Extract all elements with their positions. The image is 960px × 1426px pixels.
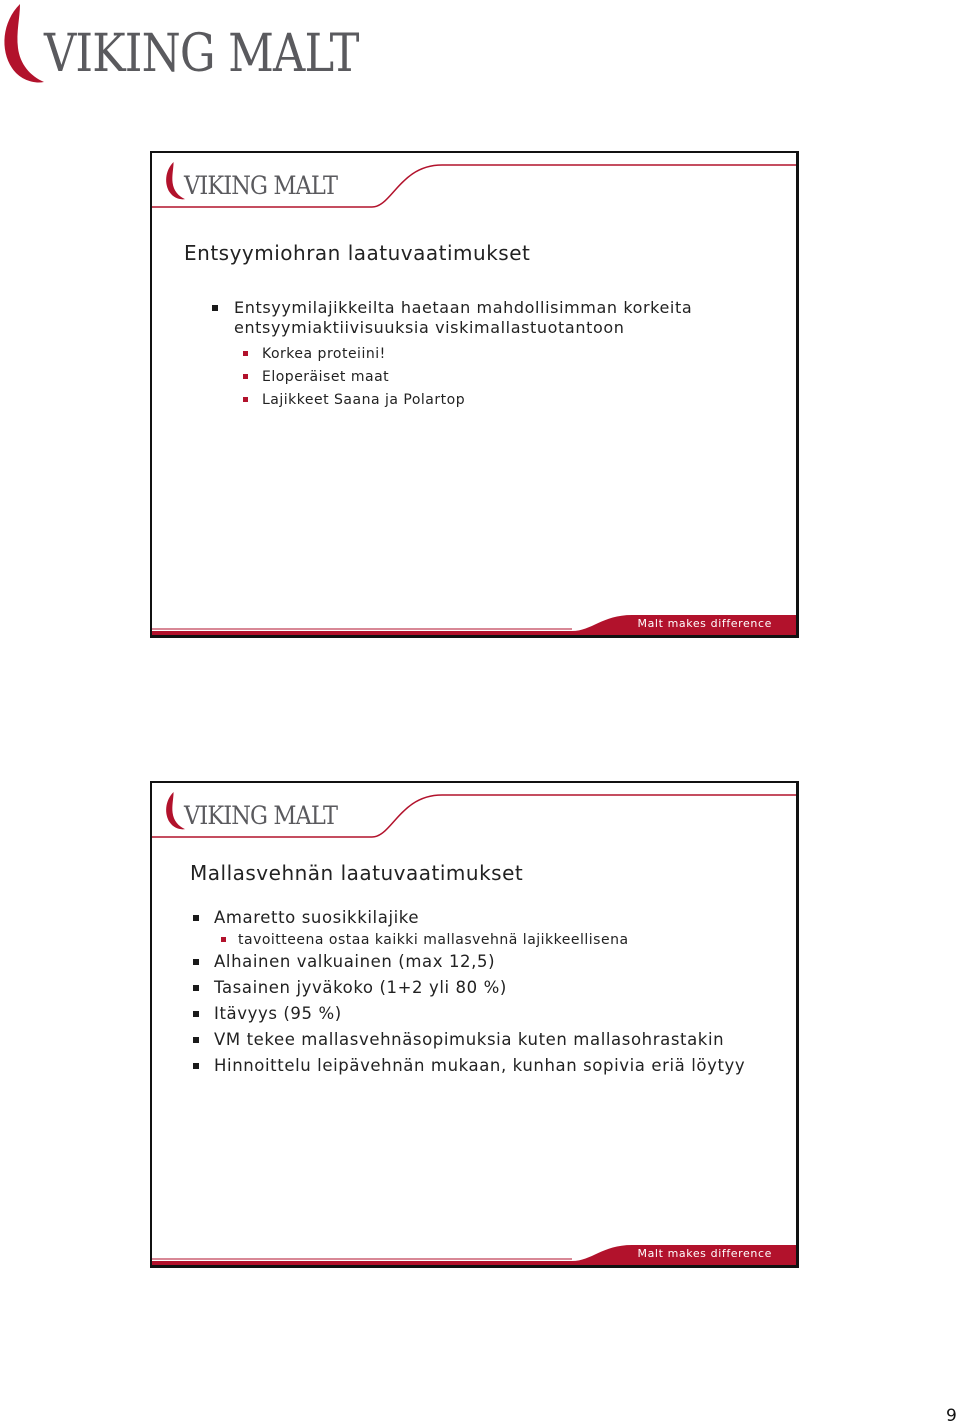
sub-bullet-item xyxy=(218,931,780,949)
bullet-marker xyxy=(212,305,218,311)
sub-bullet-marker xyxy=(221,937,226,942)
slide-brand-name: VIKING MALT xyxy=(184,801,338,830)
slide-1 xyxy=(150,151,799,638)
slide-title: Entsyymiohran laatuvaatimukset xyxy=(184,241,531,265)
sub-bullet-text: Korkea proteiini! xyxy=(262,346,386,362)
sub-bullet-text: Lajikkeet Saana ja Polartop xyxy=(262,392,466,408)
bullet-marker xyxy=(193,915,199,921)
slide-title: Mallasvehnän laatuvaatimukset xyxy=(190,861,524,885)
bullet-marker xyxy=(193,959,199,965)
sub-bullet-marker xyxy=(243,351,248,356)
bullet-text: Entsyymilajikkeilta haetaan mahdollisimman korkeita entsyymiaktiivisuuksia viskimallastuotantoon xyxy=(234,298,693,337)
bullet-text: Hinnoittelu leipävehnän mukaan, kunhan sopivia eriä löytyy xyxy=(214,1056,746,1075)
bullet-item xyxy=(190,907,780,949)
footer-slogan: Malt makes difference xyxy=(637,1247,772,1260)
bullet-marker xyxy=(193,985,199,991)
sub-bullet-marker xyxy=(243,397,248,402)
bullet-list xyxy=(210,298,770,338)
bullet-item xyxy=(190,1003,780,1025)
sub-bullet-item xyxy=(240,389,760,412)
slide-brand-name: VIKING MALT xyxy=(184,171,338,200)
bullet-marker xyxy=(193,1011,199,1017)
sub-bullet-marker xyxy=(243,374,248,379)
bullet-item xyxy=(190,1029,780,1051)
viking-malt-logo xyxy=(0,0,380,95)
sub-bullet-list xyxy=(218,931,780,949)
bullet-marker xyxy=(193,1063,199,1069)
slide-2 xyxy=(150,781,799,1268)
flame-icon xyxy=(164,791,186,831)
bullet-item xyxy=(190,1055,780,1077)
brand-name: VIKING MALT xyxy=(44,24,359,84)
bullet-text: Itävyys (95 %) xyxy=(214,1004,342,1023)
footer-slogan: Malt makes difference xyxy=(637,617,772,630)
bullet-item xyxy=(190,977,780,999)
sub-bullet-text: tavoitteena ostaa kaikki mallasvehnä lajikkeellisena xyxy=(238,932,629,948)
bullet-item xyxy=(210,298,770,338)
bullet-list xyxy=(190,907,780,1081)
page-number: 9 xyxy=(946,1406,957,1426)
flame-icon xyxy=(164,161,186,201)
bullet-text: VM tekee mallasvehnäsopimuksia kuten mallasohrastakin xyxy=(214,1030,725,1049)
bullet-text: Amaretto suosikkilajike xyxy=(214,908,420,927)
sub-bullet-item xyxy=(240,366,760,389)
bullet-marker xyxy=(193,1037,199,1043)
bullet-text: Alhainen valkuainen (max 12,5) xyxy=(214,952,496,971)
sub-bullet-list xyxy=(240,343,760,412)
sub-bullet-text: Eloperäiset maat xyxy=(262,369,390,385)
sub-bullet-item xyxy=(240,343,760,366)
flame-icon xyxy=(0,2,46,86)
bullet-text: Tasainen jyväkoko (1+2 yli 80 %) xyxy=(214,978,507,997)
bullet-item xyxy=(190,951,780,973)
